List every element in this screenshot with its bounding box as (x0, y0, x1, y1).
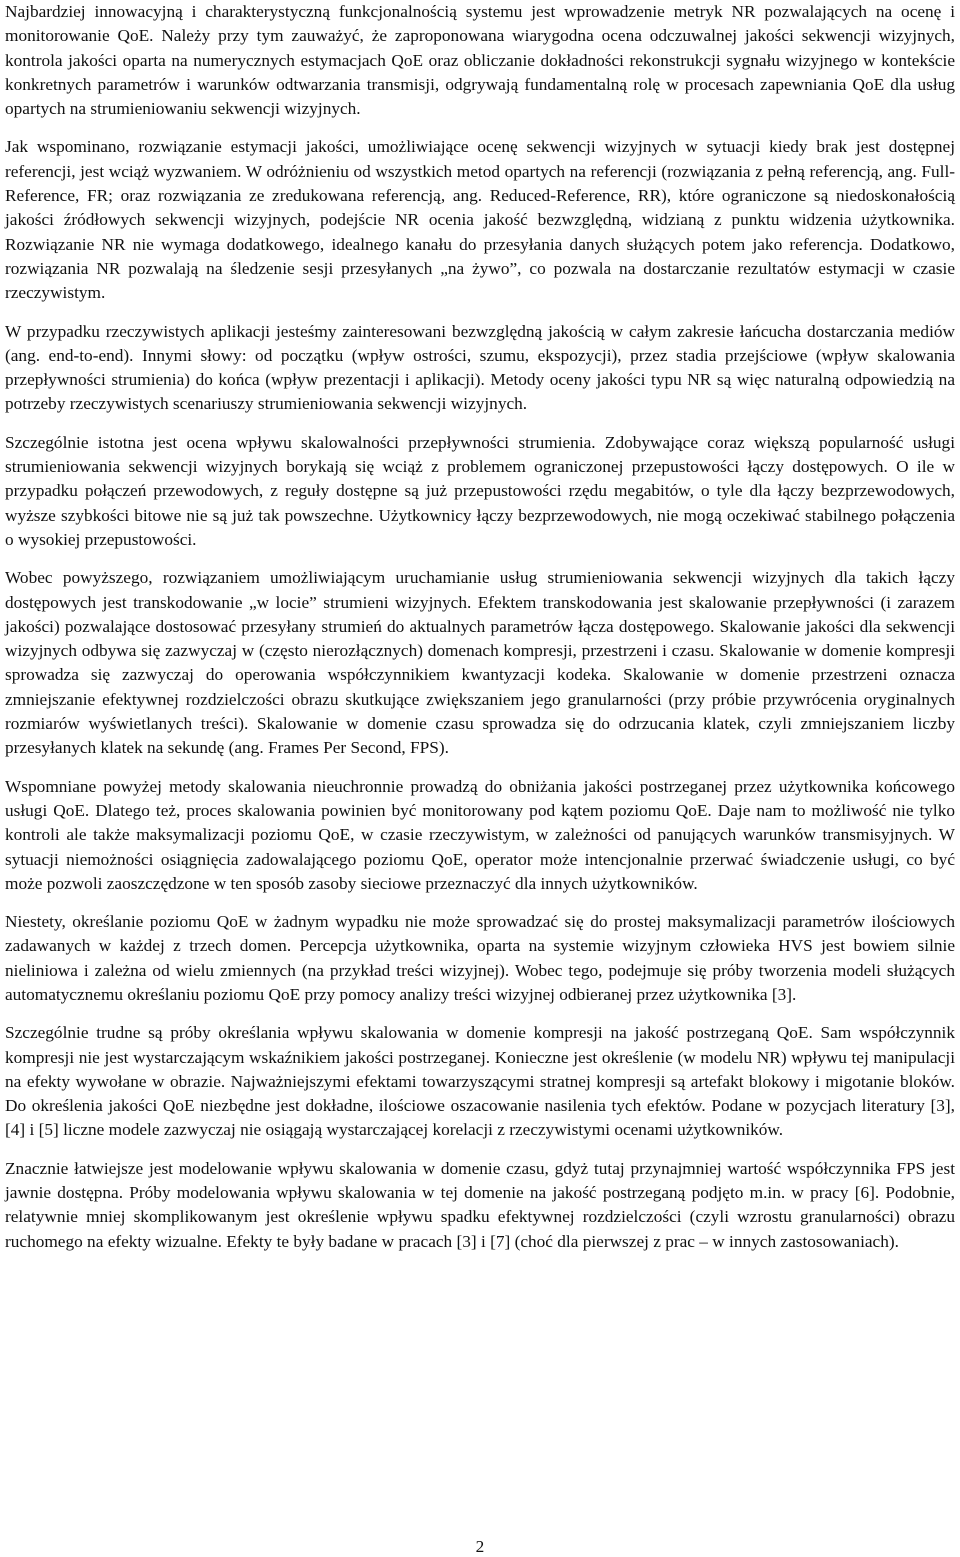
document-page (5, 0, 955, 1268)
paragraph-9: Znacznie łatwiejsze jest modelowanie wpływu skalowania w domenie czasu, gdyż tutaj przynajmniej wartość współczynnika FPS jest jawnie dostępna. Próby modelowania wpływu skalowania w tej domenie na jakość postrzeganą podjęto m.in. w pracy [6]. Podobnie, relatywnie mniej skomplikowanym jest określenie wpływu spadku efektywnej rozdzielczości (czyli wzrostu granularności) obrazu ruchomego na efekty wizualne. Efekty te były badane w pracach [3] i [7] (choć dla pierwszej z prac – w innych zastosowaniach). (5, 1158, 955, 1251)
paragraph-3: W przypadku rzeczywistych aplikacji jesteśmy zainteresowani bezwzględną jakością w całym zakresie łańcucha dostarczania mediów (ang. end-to-end). Innymi słowy: od początku (wpływ ostrości, szumu, ekspozycji), przez stadia przejściowe (wpływ skalowania przepływności strumienia) do końca (wpływ prezentacji i aplikacji). Metody oceny jakości typu NR są więc naturalną odpowiedzią na potrzeby rzeczywistych scenariuszy strumieniowania sekwencji wizyjnych. (5, 321, 955, 414)
paragraph-2: Jak wspominano, rozwiązanie estymacji jakości, umożliwiające ocenę sekwencji wizyjnych w sytuacji kiedy brak jest dostępnej referencji, jest wciąż wyzwaniem. W odróżnieniu od wszystkich metod opartych na referencji (rozwiązania z pełną referencją, ang. Full-Reference, FR; oraz rozwiązania ze zredukowana referencją, ang. Reduced-Reference, RR), które ograniczone są niedoskonałością jakości źródłowych sekwencji wizyjnych, podejście NR ocenia jakość bezwzględną, widzianą z punktu widzenia użytkownika. Rozwiązanie NR nie wymaga dodatkowego, idealnego kanału do przesyłania danych służących potem jako referencja. Dodatkowo, rozwiązania NR pozwalają na śledzenie sesji przesyłanych „na żywo”, co pozwala na dostarczanie rezultatów estymacji w czasie rzeczywistym. (5, 137, 955, 303)
paragraph-7: Niestety, określanie poziomu QoE w żadnym wypadku nie może sprowadzać się do prostej maksymalizacji parametrów ilościowych zadawanych w każdej z trzech domen. Percepcja użytkownika, oparta na systemie wizyjnym człowieka HVS jest bowiem silnie nieliniowa i zależna od wielu zmiennych (na przykład treści wizyjnej). Wobec tego, podejmuje się próby tworzenia modeli służących automatycznemu określaniu poziomu QoE przy pomocy analizy treści wizyjnej odbieranej przez użytkownika [3]. (5, 912, 955, 1004)
paragraph-1: Najbardziej innowacyjną i charakterystyczną funkcjonalnością systemu jest wprowadzenie metryk NR pozwalających na ocenę i monitorowanie QoE. Należy przy tym zauważyć, że zaproponowana wiarygodna ocena odczuwalnej jakości sekwencji wizyjnych, kontrola jakości oparta na numerycznych estymacjach QoE oraz obliczanie dokładności rekonstrukcji sygnału wizyjnego w kontekście konkretnych parametrów i warunków odtwarzania transmisji, odgrywają fundamentalną rolę w procesach zapewniania QoE dla usług opartych na strumieniowaniu sekwencji wizyjnych. (5, 2, 955, 119)
page-number: 2 (475, 1537, 485, 1556)
paragraph-6: Wspomniane powyżej metody skalowania nieuchronnie prowadzą do obniżania jakości postrzeganej przez użytkownika końcowego usługi QoE. Dlatego też, proces skalowania powinien być monitorowany pod kątem poziomu QoE. Daje nam to możliwość nie tylko kontroli ale także maksymalizacji poziomu QoE, w czasie rzeczywistym, w zależności od panujących warunków transmisyjnych. W sytuacji niemożności osiągnięcia zadowalającego poziomu QoE, operator może intencjonalnie przerwać świadczenie usługi, co być może pozwoli zaoszczędzone w ten sposób zasoby sieciowe przeznaczyć dla innych użytkowników. (5, 776, 955, 893)
paragraph-8: Szczególnie trudne są próby określania wpływu skalowania w domenie kompresji na jakość postrzeganą QoE. Sam współczynnik kompresji nie jest wystarczającym wskaźnikiem jakości postrzeganej. Konieczne jest określenie (w modelu NR) wpływu tej manipulacji na efekty wywołane w obrazie. Najważniejszymi efektami towarzyszącymi stratnej kompresji są artefakt blokowy i migotanie bloków. Do określenia jakości QoE niezbędne jest dokładne, ilościowe oszacowanie nasilenia tych efektów. Podane w pozycjach literatury [3], [4] i [5] liczne modele zazwyczaj nie osiągają wystarczającej korelacji z rzeczywistymi ocenami użytkowników. (5, 1023, 955, 1140)
paragraph-4: Szczególnie istotna jest ocena wpływu skalowalności przepływności strumienia. Zdobywające coraz większą popularność usługi strumieniowania sekwencji wizyjnych borykają się wciąż z problemem ograniczonej przepustowości łączy dostępowych. O ile w przypadku połączeń przewodowych, z reguły dostępne są już przepustowości rzędu megabitów, o tyle dla łączy bezprzewodowych, wyższe szybkości bitowe nie są już tak powszechne. Użytkownicy łączy bezprzewodowych, nie mogą oczekiwać stabilnego połączenia o wysokiej przepustowości. (5, 432, 955, 549)
paragraph-5: Wobec powyższego, rozwiązaniem umożliwiającym uruchamianie usług strumieniowania sekwencji wizyjnych dla takich łączy dostępowych jest transkodowanie „w locie” strumieni wizyjnych. Efektem transkodowania jest skalowanie przepływności (i zarazem jakości) pozwalające dostosować przesyłany strumień do aktualnych parametrów łącza dostępowego. Skalowanie jakości dla sekwencji wizyjnych odbywa się zazwyczaj w (często nierozłącznych) domenach kompresji, przestrzeni i czasu. Skalowanie w domenie kompresji sprowadza się zazwyczaj do operowania współczynnikiem kwantyzacji kodeka. Skalowanie w domenie przestrzeni oznacza zmniejszanie efektywnej rozdzielczości obrazu skutkujące zwiększaniem jego granularności (przy próbie przywrócenia oryginalnych rozmiarów wyświetlanych treści). Skalowanie w domenie czasu sprowadza się do odrzucania klatek, czyli zmniejszaniem liczby przesyłanych klatek na sekundę (ang. Frames Per Second, FPS). (5, 568, 955, 758)
